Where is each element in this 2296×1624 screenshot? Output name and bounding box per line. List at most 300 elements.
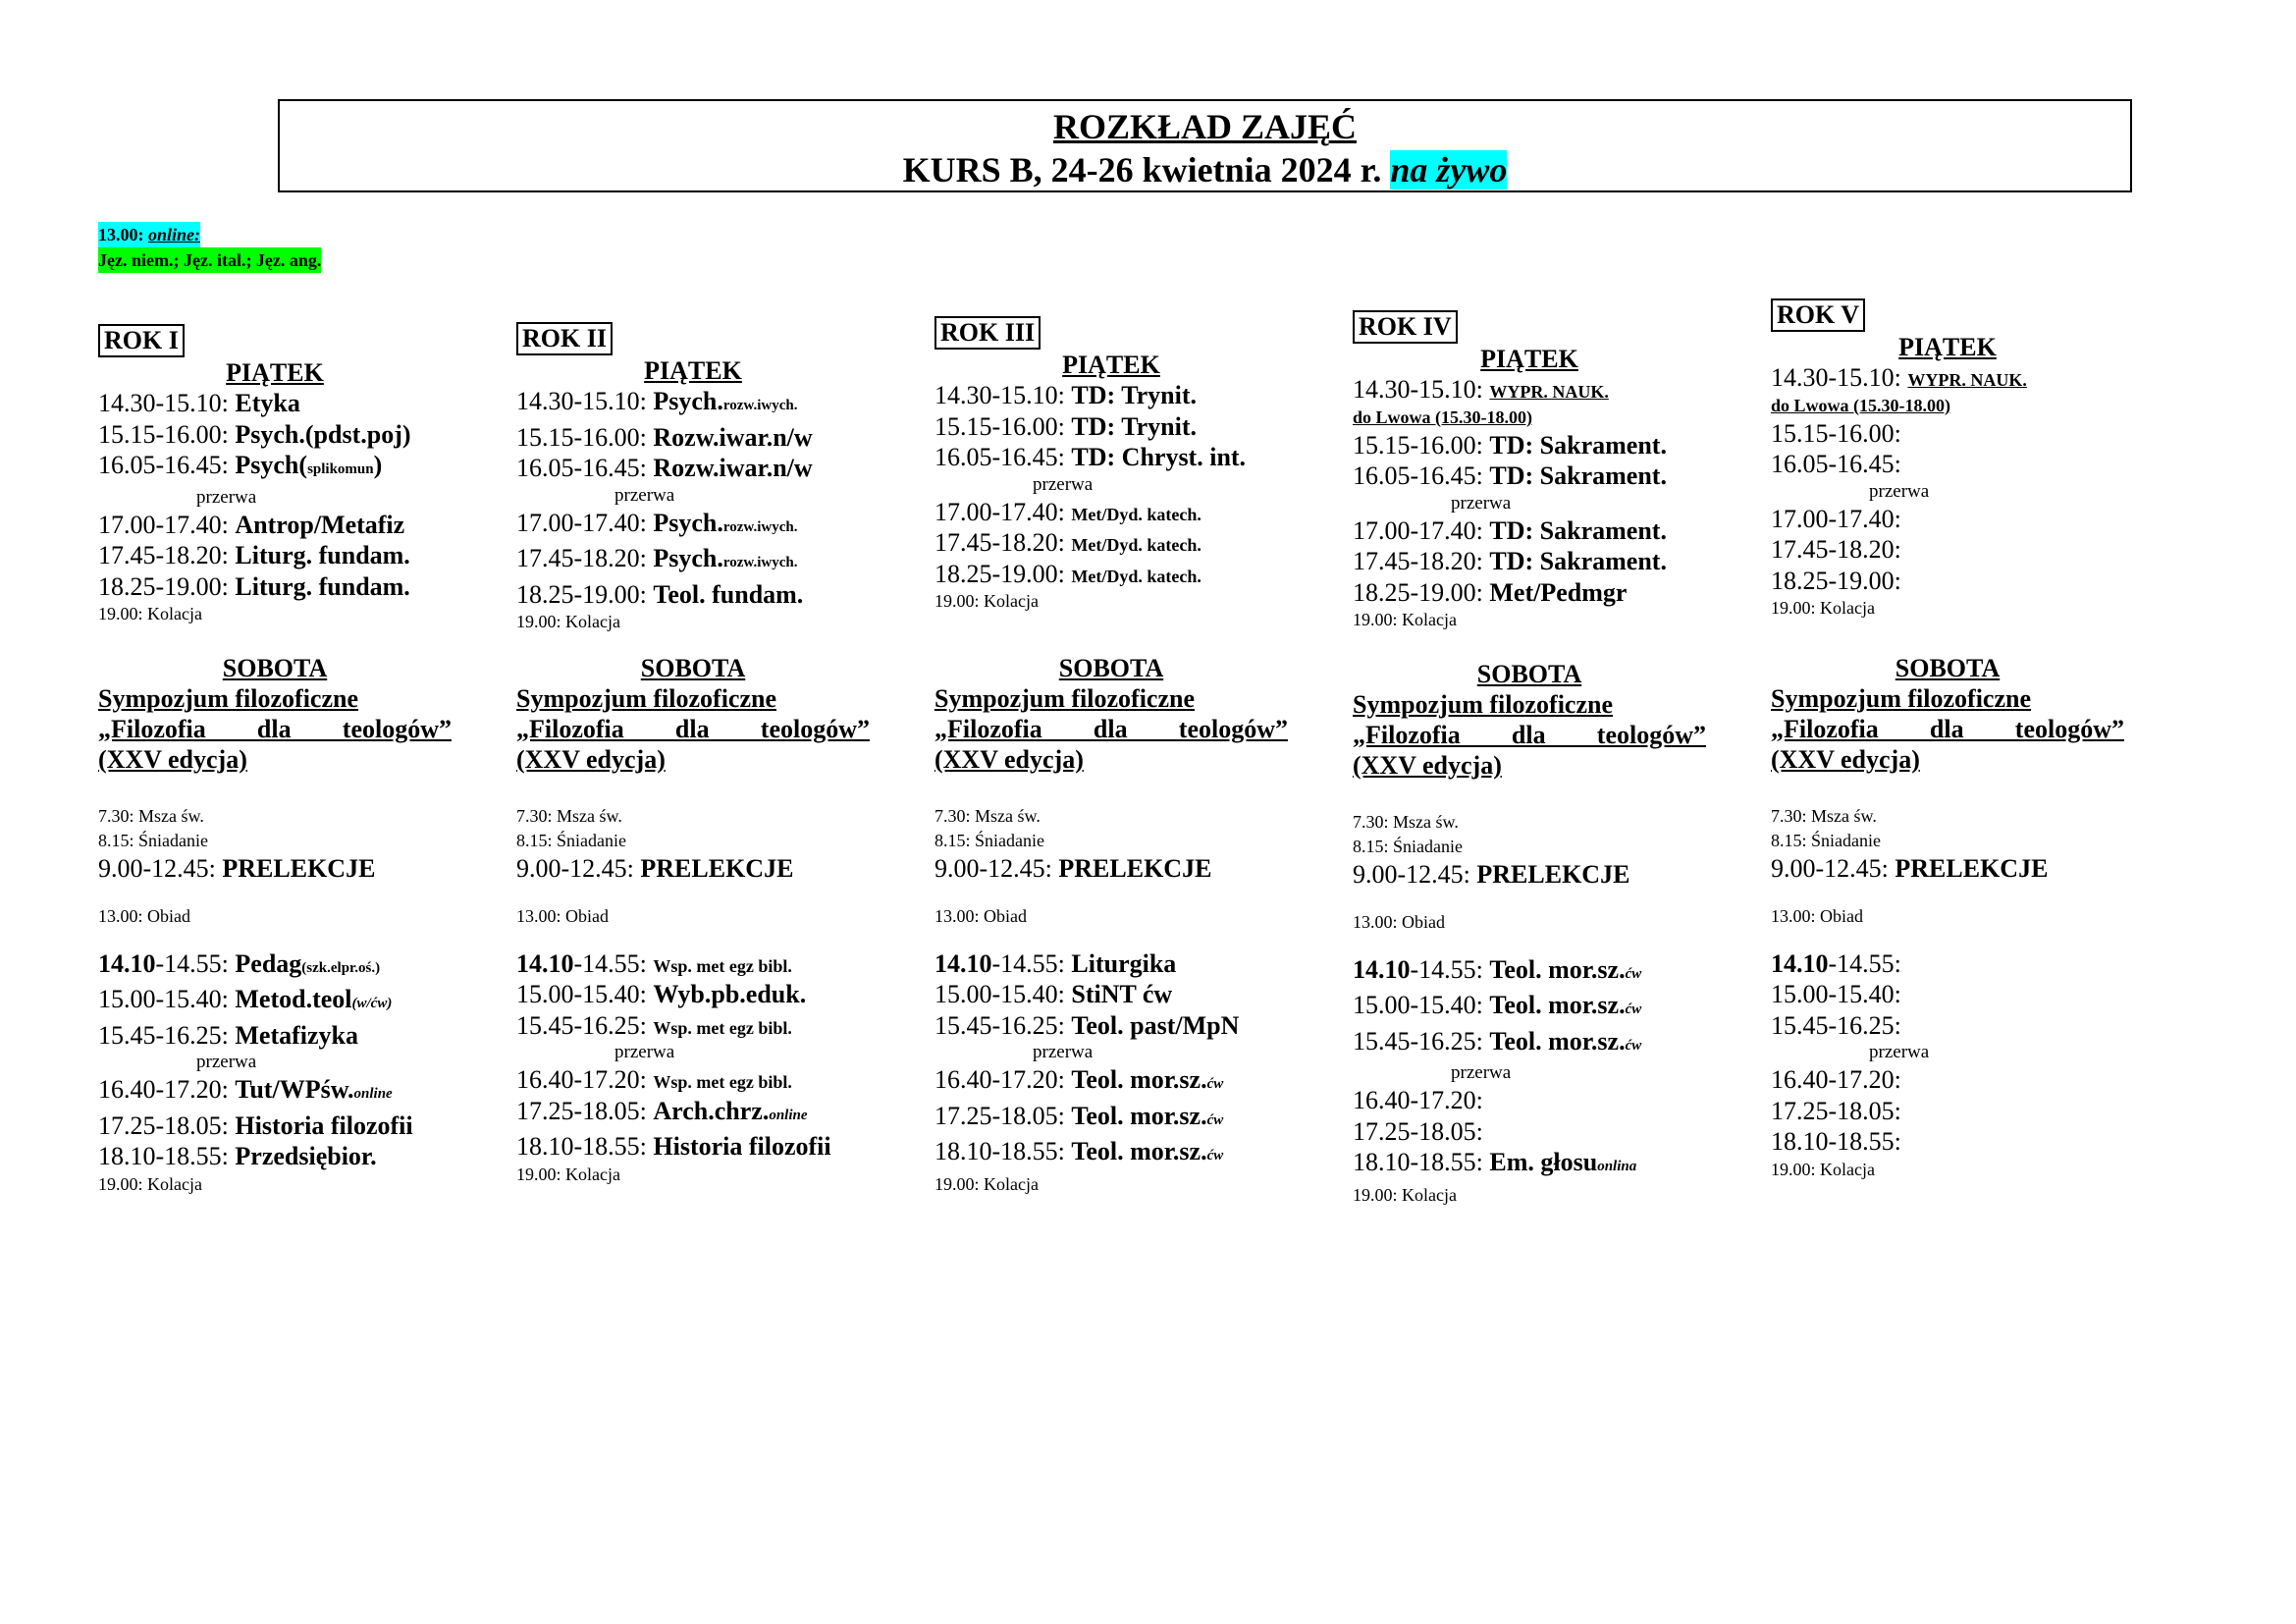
slot-time: 18.25-19.00:	[516, 579, 647, 609]
slot-subject: Przedsiębior.	[235, 1142, 377, 1170]
slot-subject: Met/Dyd. katech.	[1071, 566, 1201, 586]
symposium-name: „Filozofia dla teologów”	[1353, 721, 1706, 749]
year-heading: ROK II	[516, 322, 613, 355]
schedule-slot	[1353, 430, 1706, 461]
mass-label: 7.30: Msza św.	[1771, 806, 1877, 826]
slot-subject: TD: Sakrament.	[1489, 547, 1667, 575]
break-label: przerwa	[1869, 1042, 1930, 1062]
slot-subject: Met/Dyd. katech.	[1071, 504, 1201, 524]
slot-time: 18.10-18.55:	[516, 1132, 647, 1161]
symposium-name: „Filozofia dla teologów”	[1771, 715, 2124, 743]
lunch-label: 13.00: Obiad	[98, 905, 190, 926]
slot-time: 17.25-18.05:	[1771, 1096, 1901, 1125]
break-label: przerwa	[196, 486, 257, 508]
spacer	[1771, 775, 2124, 804]
schedule-slot	[1353, 1116, 1706, 1148]
slot-time: 16.05-16.45:	[516, 454, 647, 482]
schedule-slot	[516, 948, 870, 980]
schedule-slot	[516, 979, 870, 1010]
slot-time: 17.45-18.20:	[516, 544, 647, 572]
lectures-label: PRELEKCJE	[222, 854, 376, 883]
break-label: przerwa	[1451, 492, 1512, 514]
slot-subject: Teol. mor.sz.	[1489, 954, 1626, 984]
slot-time: 18.10-18.55:	[1353, 1148, 1483, 1176]
slot-time: 15.00-15.40:	[1353, 991, 1483, 1019]
slot-subject: WYPR. NAUK.	[1489, 382, 1609, 402]
slot-time: 16.05-16.45:	[1353, 461, 1483, 490]
schedule-slot	[1771, 418, 2124, 450]
schedule-slot	[98, 388, 452, 419]
slot-time: 14.30-15.10:	[934, 381, 1065, 409]
slot-time: 16.40-17.20:	[934, 1065, 1065, 1094]
lectures-time: 9.00-12.45:	[98, 854, 216, 883]
schedule-slot	[934, 948, 1288, 980]
slot-subject: Teol. mor.sz.	[1071, 1101, 1207, 1130]
mass-label: 7.30: Msza św.	[1353, 812, 1459, 832]
schedule-slot	[1353, 577, 1706, 609]
symposium-name: „Filozofia dla teologów”	[516, 715, 870, 743]
slot-time: 17.45-18.20:	[1353, 547, 1483, 575]
schedule-slot	[1771, 449, 2124, 480]
slot-time: 14.30-15.10:	[516, 387, 647, 415]
lectures-time: 9.00-12.45:	[934, 854, 1052, 883]
schedule-slot	[1353, 460, 1706, 492]
slot-time: 16.05-16.45:	[1771, 450, 1901, 478]
schedule-slot	[1771, 362, 2124, 394]
breakfast-label: 8.15: Śniadanie	[1353, 837, 1463, 856]
slot-time: 16.40-17.20:	[1771, 1065, 1901, 1094]
lunch-label: 13.00: Obiad	[516, 905, 609, 926]
mass-label: 7.30: Msza św.	[516, 806, 622, 826]
lunch-label: 13.00: Obiad	[1353, 911, 1445, 932]
schedule-slot	[98, 450, 452, 486]
slot-time: 16.40-17.20:	[516, 1065, 647, 1094]
slot-subject: Liturg. fundam.	[235, 541, 410, 569]
slot-time: 17.45-18.20:	[1771, 535, 1901, 564]
saturday-heading: SOBOTA	[1895, 654, 2001, 682]
lectures-label: PRELEKCJE	[640, 854, 794, 883]
slot-time: 17.00-17.40:	[1353, 515, 1483, 545]
break-label: przerwa	[1451, 1062, 1512, 1083]
schedule-slot	[1771, 948, 2124, 980]
break-label: przerwa	[196, 1052, 257, 1072]
slot-subject: Psych.	[653, 544, 723, 572]
slot-time-start: 14.10	[516, 948, 574, 978]
lectures-line	[516, 853, 870, 885]
symposium-title: Sympozjum filozoficzne	[98, 684, 359, 713]
schedule-slot	[934, 1136, 1288, 1172]
schedule-title-box	[278, 99, 2132, 192]
slot-time: 18.10-18.55:	[934, 1137, 1065, 1165]
slot-subject: Tut/WPśw.	[235, 1075, 354, 1104]
slot-time: 15.15-16.00:	[1771, 418, 1901, 448]
schedule-slot	[98, 984, 452, 1020]
mass-label: 7.30: Msza św.	[98, 806, 204, 826]
year-column	[934, 316, 1288, 614]
slot-subject: TD: Chryst. int.	[1071, 443, 1247, 471]
slot-subject: TD: Sakrament.	[1489, 515, 1667, 545]
slot-subject: Wsp. met egz bibl.	[653, 1017, 792, 1038]
slot-subject-detail: do Lwowa (15.30-18.00)	[1771, 395, 1950, 415]
spacer	[1353, 891, 1706, 910]
spacer	[98, 775, 452, 804]
breakfast-label: 8.15: Śniadanie	[516, 831, 626, 850]
schedule-slot	[516, 579, 870, 611]
schedule-slot	[98, 419, 452, 451]
slot-subject-note: ćw	[1625, 965, 1642, 982]
spacer	[934, 929, 1288, 948]
slot-subject: Psych.	[653, 508, 723, 537]
slot-subject: Teol. mor.sz.	[1071, 1065, 1207, 1094]
slot-time: 17.00-17.40:	[98, 510, 229, 539]
slot-time: 14.30-15.10:	[98, 389, 229, 417]
mass-label: 7.30: Msza św.	[934, 806, 1041, 826]
page-title: ROZKŁAD ZAJĘĆ	[1052, 107, 1358, 146]
spacer	[1353, 781, 1706, 810]
supper-label: 19.00: Kolacja	[516, 612, 620, 631]
lectures-label: PRELEKCJE	[1476, 860, 1630, 889]
schedule-slot	[934, 380, 1288, 411]
schedule-slot	[516, 386, 870, 422]
slot-time: 17.45-18.20:	[98, 541, 229, 569]
slot-subject: Wsp. met egz bibl.	[653, 1072, 792, 1092]
slot-time: 15.15-16.00:	[98, 419, 229, 449]
slot-time: 16.40-17.20:	[98, 1075, 229, 1104]
saturday-heading: SOBOTA	[1058, 654, 1164, 682]
slot-subject-note: ćw	[1206, 1111, 1224, 1128]
slot-time: 16.05-16.45:	[98, 451, 229, 479]
year-heading-wrap	[934, 316, 1288, 350]
year-heading-wrap	[516, 322, 870, 355]
schedule-slot	[1771, 566, 2124, 597]
slot-time: 17.00-17.40:	[934, 497, 1065, 526]
slot-subject: Historia filozofii	[235, 1110, 413, 1140]
slot-subject: WYPR. NAUK.	[1907, 370, 2027, 390]
spacer	[1353, 935, 1706, 954]
slot-time: 18.10-18.55:	[1771, 1127, 1901, 1156]
slot-subject-note: (w/ćw)	[351, 996, 393, 1011]
supper-label: 19.00: Kolacja	[934, 1173, 1039, 1194]
year-column-saturday	[98, 653, 452, 1197]
slot-subject: Teol. fundam.	[653, 579, 804, 609]
symposium-edition: (XXV edycja)	[934, 745, 1084, 774]
slot-subject: Antrop/Metafiz	[235, 510, 405, 539]
supper-label: 19.00: Kolacja	[1771, 1159, 1875, 1179]
schedule-slot	[934, 442, 1288, 473]
slot-subject-note: online	[353, 1086, 393, 1102]
live-badge: na żywo	[1390, 150, 1508, 189]
slot-subject: Teol. mor.sz.	[1489, 1026, 1626, 1056]
slot-subject: StiNT ćw	[1071, 980, 1173, 1008]
slot-time-start: 14.10	[1771, 948, 1829, 978]
year-column	[1771, 298, 2124, 621]
slot-subject: TD: Trynit.	[1071, 411, 1197, 441]
slot-time: 15.45-16.25:	[98, 1020, 229, 1050]
lectures-line	[934, 853, 1288, 885]
schedule-slot	[1353, 546, 1706, 577]
slot-subject: Met/Dyd. katech.	[1071, 535, 1201, 555]
schedule-slot	[98, 1020, 452, 1052]
schedule-slot	[934, 1064, 1288, 1101]
schedule-slot	[98, 1141, 452, 1172]
slot-subject: Liturgika	[1071, 948, 1177, 978]
slot-time: 17.00-17.40:	[1771, 504, 1901, 533]
saturday-heading: SOBOTA	[1476, 660, 1582, 688]
schedule-slot	[1353, 954, 1706, 991]
schedule-slot	[934, 527, 1288, 559]
symposium-name: „Filozofia dla teologów”	[98, 715, 452, 743]
slot-subject: Teol. mor.sz.	[1071, 1137, 1207, 1165]
breakfast-label: 8.15: Śniadanie	[1771, 831, 1881, 850]
schedule-slot	[1771, 504, 2124, 535]
schedule-slot	[516, 508, 870, 544]
break-label: przerwa	[614, 1042, 675, 1062]
slot-subject-note: (szk.elpr.oś.)	[301, 959, 381, 976]
slot-time: 18.25-19.00:	[934, 559, 1065, 588]
year-heading: ROK V	[1771, 298, 1865, 332]
slot-subject: Liturg. fundam.	[235, 571, 410, 601]
slot-time: 17.25-18.05:	[98, 1110, 229, 1140]
slot-subject-note: rozw.iwych.	[722, 555, 798, 570]
slot-time: 15.45-16.25:	[516, 1010, 647, 1040]
symposium-name: „Filozofia dla teologów”	[934, 715, 1288, 743]
slot-time: 16.40-17.20:	[1353, 1086, 1483, 1114]
slot-subject-note: ćw	[1625, 1001, 1642, 1017]
lectures-line	[1353, 859, 1706, 891]
year-column	[1353, 310, 1706, 632]
schedule-slot	[98, 948, 452, 985]
schedule-slot	[1771, 1010, 2124, 1042]
saturday-heading: SOBOTA	[222, 654, 328, 682]
slot-time: 17.25-18.05:	[934, 1101, 1065, 1130]
schedule-slot	[934, 497, 1288, 528]
slot-subject: Psych.(pdst.poj)	[235, 419, 411, 449]
friday-heading: PIĄTEK	[1898, 333, 1997, 361]
lectures-time: 9.00-12.45:	[516, 854, 634, 883]
slot-subject: Etyka	[235, 389, 300, 417]
slot-time-start: 14.10	[1353, 954, 1411, 984]
slot-subject: Metafizyka	[235, 1020, 359, 1050]
slot-subject: Rozw.iwar.n/w	[653, 422, 813, 452]
schedule-slot	[1771, 534, 2124, 566]
slot-time: 18.25-19.00:	[1353, 577, 1483, 607]
online-note-time: 13.00: online:	[98, 222, 200, 247]
friday-heading: PIĄTEK	[1062, 351, 1160, 379]
slot-subject-note: ćw	[1206, 1148, 1224, 1164]
lunch-label: 13.00: Obiad	[1771, 905, 1863, 926]
slot-time: 15.15-16.00:	[1353, 430, 1483, 460]
schedule-slot	[1771, 1126, 2124, 1158]
slot-time: 17.45-18.20:	[934, 528, 1065, 557]
supper-label: 19.00: Kolacja	[934, 591, 1039, 611]
schedule-slot	[98, 571, 452, 603]
slot-time: 18.10-18.55:	[98, 1142, 229, 1170]
symposium-edition: (XXV edycja)	[516, 745, 666, 774]
slot-subject: Metod.teol	[235, 985, 352, 1013]
schedule-slot	[1771, 1064, 2124, 1096]
slot-subject-note: ćw	[1206, 1076, 1224, 1092]
slot-subject: Teol. mor.sz.	[1489, 991, 1626, 1019]
supper-label: 19.00: Kolacja	[516, 1164, 620, 1184]
slot-time-end: -14.55:	[991, 948, 1065, 978]
schedule-slot	[934, 979, 1288, 1010]
friday-heading: PIĄTEK	[644, 356, 742, 385]
slot-subject-detail: do Lwowa (15.30-18.00)	[1353, 406, 1532, 427]
slot-time-end: -14.55:	[155, 948, 229, 978]
schedule-slot	[98, 1110, 452, 1142]
year-heading: ROK I	[98, 324, 185, 357]
year-column-saturday	[1771, 653, 2124, 1182]
schedule-slot	[516, 1010, 870, 1042]
breakfast-label: 8.15: Śniadanie	[98, 831, 208, 850]
schedule-slot	[1353, 515, 1706, 547]
schedule-slot	[934, 411, 1288, 443]
friday-heading: PIĄTEK	[226, 358, 324, 387]
schedule-slot	[516, 1131, 870, 1163]
slot-time: 17.25-18.05:	[516, 1096, 647, 1125]
symposium-edition: (XXV edycja)	[1353, 751, 1502, 780]
year-column	[516, 322, 870, 634]
schedule-slot	[516, 543, 870, 579]
slot-subject: Arch.chrz.	[653, 1096, 770, 1125]
online-languages-note	[98, 222, 321, 273]
schedule-slot	[98, 510, 452, 541]
breakfast-label: 8.15: Śniadanie	[934, 831, 1044, 850]
slot-time: 18.25-19.00:	[1771, 566, 1901, 595]
slot-time: 15.00-15.40:	[98, 985, 229, 1013]
year-heading-wrap	[1353, 310, 1706, 344]
year-column-saturday	[1353, 659, 1706, 1208]
slot-subject-note: rozw.iwych.	[722, 518, 798, 535]
slot-subject: Psych.	[653, 387, 723, 415]
slot-time-end: -14.55:	[573, 948, 647, 978]
slot-time-end: -14.55:	[1828, 948, 1901, 978]
slot-subject: Rozw.iwar.n/w	[653, 454, 813, 482]
break-label: przerwa	[1869, 480, 1930, 502]
schedule-slot	[516, 1096, 870, 1132]
symposium-title: Sympozjum filozoficzne	[516, 684, 777, 713]
lectures-label: PRELEKCJE	[1895, 854, 2049, 883]
slot-time: 16.05-16.45:	[934, 443, 1065, 471]
slot-time: 15.00-15.40:	[1771, 980, 1901, 1008]
schedule-slot	[1771, 1096, 2124, 1127]
schedule-slot	[1353, 1085, 1706, 1116]
schedule-slot	[1353, 1026, 1706, 1062]
supper-label: 19.00: Kolacja	[1353, 1184, 1457, 1205]
supper-label: 19.00: Kolacja	[1771, 598, 1875, 618]
year-heading-wrap	[98, 324, 452, 357]
schedule-slot	[516, 453, 870, 484]
slot-subject: Em. głosu	[1489, 1148, 1598, 1176]
supper-label: 19.00: Kolacja	[98, 604, 202, 623]
slot-subject-note: onlina	[1597, 1159, 1637, 1174]
slot-time: 14.30-15.10:	[1353, 375, 1483, 404]
year-heading: ROK IV	[1353, 310, 1458, 344]
schedule-slot	[934, 559, 1288, 590]
lectures-label: PRELEKCJE	[1058, 854, 1212, 883]
slot-time-start: 14.10	[98, 948, 156, 978]
spacer	[516, 775, 870, 804]
lunch-label: 13.00: Obiad	[934, 905, 1027, 926]
slot-subject: TD: Sakrament.	[1489, 461, 1667, 490]
page-subtitle: KURS B, 24-26 kwietnia 2024 r. na żywo	[902, 150, 1508, 189]
slot-subject: Historia filozofii	[653, 1132, 831, 1161]
friday-heading: PIĄTEK	[1480, 345, 1578, 373]
saturday-heading: SOBOTA	[640, 654, 746, 682]
slot-subject-note: rozw.iwych.	[722, 398, 798, 413]
slot-time: 17.00-17.40:	[516, 508, 647, 537]
slot-subject: Teol. past/MpN	[1071, 1010, 1240, 1040]
symposium-edition: (XXV edycja)	[98, 745, 247, 774]
year-heading: ROK III	[934, 316, 1041, 350]
break-label: przerwa	[614, 484, 675, 506]
slot-time: 18.25-19.00:	[98, 571, 229, 601]
schedule-slot	[1771, 979, 2124, 1010]
slot-time: 15.15-16.00:	[516, 422, 647, 452]
year-column	[98, 324, 452, 626]
supper-label: 19.00: Kolacja	[1353, 610, 1457, 629]
lectures-time: 9.00-12.45:	[1771, 854, 1889, 883]
lectures-line	[98, 853, 452, 885]
slot-time: 15.15-16.00:	[934, 411, 1065, 441]
slot-subject: Pedag	[235, 948, 302, 978]
slot-subject: Met/Pedmgr	[1489, 577, 1628, 607]
lectures-time: 9.00-12.45:	[1353, 860, 1470, 889]
slot-subject: Wyb.pb.eduk.	[653, 980, 807, 1008]
symposium-edition: (XXV edycja)	[1771, 745, 1920, 774]
lectures-line	[1771, 853, 2124, 885]
spacer	[1771, 885, 2124, 904]
slot-subject: Wsp. met egz bibl.	[653, 955, 792, 976]
schedule-slot	[934, 1010, 1288, 1042]
slot-subject-note: splikomun	[307, 461, 374, 477]
online-note-languages: Jęz. niem.; Jęz. ital.; Jęz. ang.	[98, 247, 321, 273]
symposium-title: Sympozjum filozoficzne	[1353, 690, 1614, 719]
symposium-title: Sympozjum filozoficzne	[1771, 684, 2032, 713]
slot-time-end: -14.55:	[1410, 954, 1483, 984]
slot-time: 15.00-15.40:	[934, 980, 1065, 1008]
slot-time: 17.25-18.05:	[1353, 1116, 1483, 1146]
symposium-title: Sympozjum filozoficzne	[934, 684, 1196, 713]
slot-time: 15.00-15.40:	[516, 980, 647, 1008]
slot-subject: Psych(	[235, 451, 308, 479]
break-label: przerwa	[1033, 1042, 1094, 1062]
spacer	[516, 885, 870, 904]
supper-label: 19.00: Kolacja	[98, 1173, 202, 1194]
spacer	[934, 885, 1288, 904]
break-label: przerwa	[1033, 473, 1094, 495]
slot-subject-close: )	[373, 451, 383, 479]
spacer	[98, 885, 452, 904]
slot-subject-note: online	[769, 1107, 808, 1123]
year-heading-wrap	[1771, 298, 2124, 332]
schedule-slot	[516, 422, 870, 454]
spacer	[98, 929, 452, 948]
slot-time: 14.30-15.10:	[1771, 363, 1901, 392]
schedule-slot	[1353, 374, 1706, 406]
schedule-slot	[934, 1101, 1288, 1137]
schedule-slot	[516, 1064, 870, 1096]
slot-time: 15.45-16.25:	[1353, 1026, 1483, 1056]
slot-time: 15.45-16.25:	[1771, 1010, 1901, 1040]
slot-subject: TD: Trynit.	[1071, 381, 1197, 409]
year-column-saturday	[516, 653, 870, 1187]
spacer	[516, 929, 870, 948]
slot-time-start: 14.10	[934, 948, 992, 978]
spacer	[934, 775, 1288, 804]
slot-subject: TD: Sakrament.	[1489, 430, 1667, 460]
year-column-saturday	[934, 653, 1288, 1197]
